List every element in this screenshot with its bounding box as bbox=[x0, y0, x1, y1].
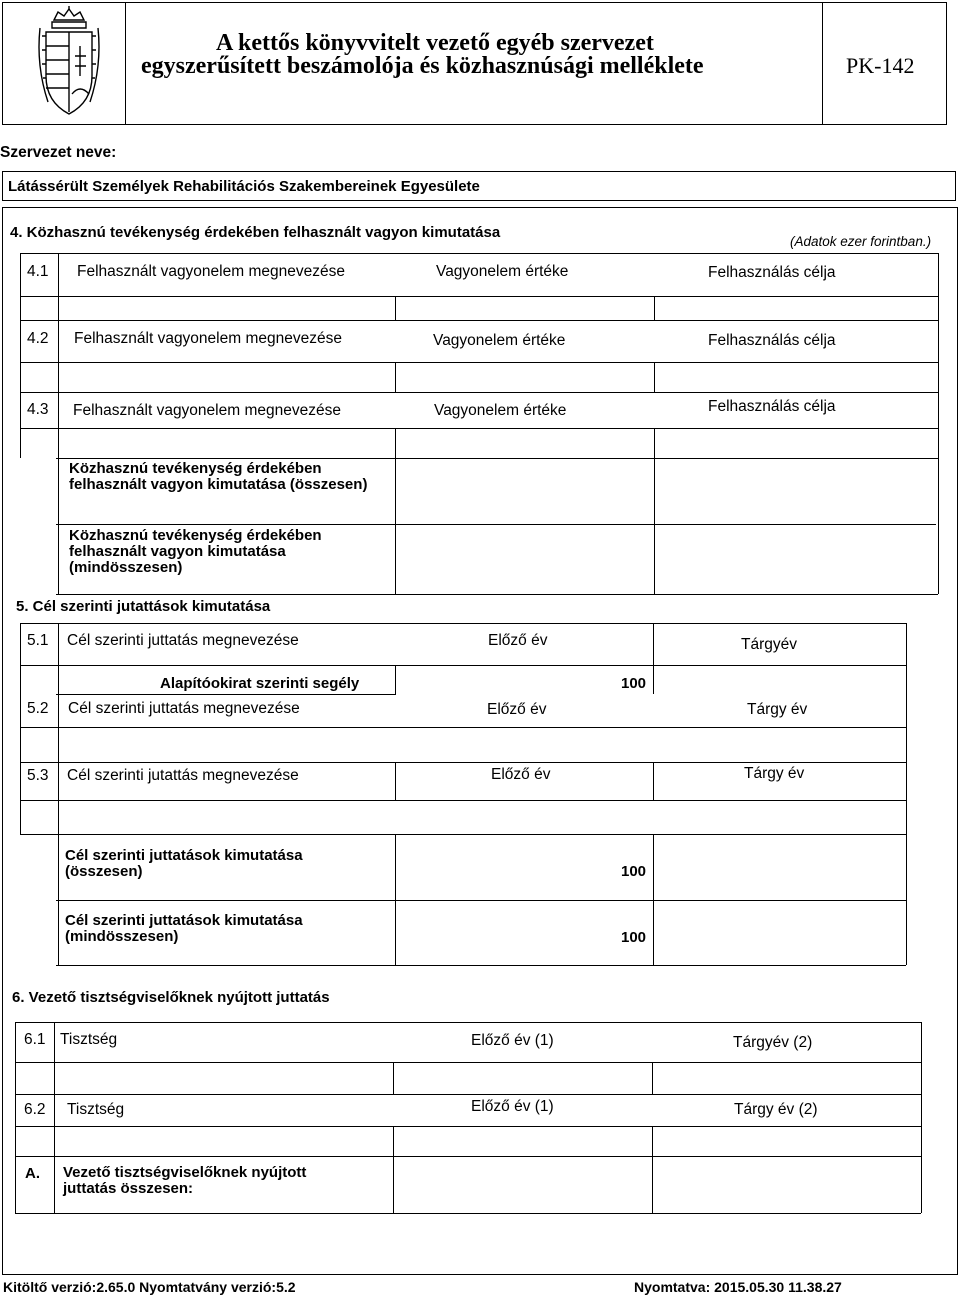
organization-label: Szervezet neve: bbox=[0, 144, 117, 161]
section5-grand-total-value[interactable]: 100 bbox=[621, 929, 647, 946]
benefit-entry-previous-value[interactable]: 100 bbox=[621, 675, 647, 692]
usage-purpose-header: Felhasználás célja bbox=[708, 332, 836, 349]
previous-year-header: Előző év bbox=[487, 701, 547, 718]
usage-purpose-header: Felhasználás célja bbox=[708, 264, 836, 281]
section6-total-number: A. bbox=[25, 1165, 40, 1182]
row-number: 6.2 bbox=[24, 1101, 46, 1118]
current-year-header: Tárgy év bbox=[744, 765, 805, 782]
row-number: 5.3 bbox=[27, 767, 49, 784]
section4-frame bbox=[2, 207, 957, 209]
asset-name-header: Felhasznált vagyonelem megnevezése bbox=[73, 402, 341, 419]
current-year-header: Tárgyév bbox=[741, 636, 797, 653]
previous-year-header: Előző év (1) bbox=[471, 1032, 554, 1049]
row-number: 5.1 bbox=[27, 632, 49, 649]
footer-printed: Nyomtatva: 2015.05.30 11.38.27 bbox=[634, 1279, 842, 1295]
coat-of-arms-icon bbox=[34, 6, 104, 118]
benefit-name-header: Cél szerinti juttatás megnevezése bbox=[67, 632, 299, 649]
row-number: 4.1 bbox=[27, 263, 49, 280]
asset-name-header: Felhasznált vagyonelem megnevezése bbox=[74, 330, 342, 347]
asset-name-header: Felhasznált vagyonelem megnevezése bbox=[77, 263, 345, 280]
section4-total-label: Közhasznú tevékenység érdekében felhasznált vagyon kimutatása (összesen) bbox=[69, 460, 368, 493]
section6-total-label: Vezető tisztségviselőknek nyújtott juttatás összesen: bbox=[63, 1164, 307, 1197]
current-year-header: Tárgy év bbox=[747, 701, 808, 718]
unit-note: (Adatok ezer forintban.) bbox=[790, 234, 932, 249]
position-header: Tisztség bbox=[60, 1031, 118, 1048]
previous-year-header: Előző év bbox=[488, 632, 548, 649]
section4-title: 4. Közhasznú tevékenység érdekében felhasznált vagyon kimutatása bbox=[10, 224, 501, 241]
benefit-name-header: Cél szerinti jutattás megnevezése bbox=[67, 767, 299, 784]
position-header: Tisztség bbox=[67, 1101, 125, 1118]
benefit-entry-name[interactable]: Alapítóokirat szerinti segély bbox=[160, 675, 360, 692]
previous-year-header: Előző év bbox=[491, 766, 551, 783]
benefit-name-header: Cél szerinti juttatás megnevezése bbox=[68, 700, 300, 717]
row-number: 6.1 bbox=[24, 1031, 46, 1048]
row-number: 5.2 bbox=[27, 700, 49, 717]
row-number: 4.3 bbox=[27, 401, 49, 418]
form-title-line2: egyszerűsített beszámolója és közhasznúsági melléklete bbox=[141, 53, 704, 79]
organization-name: Látássérült Személyek Rehabilitációs Szakembereinek Egyesülete bbox=[8, 178, 480, 195]
previous-year-header: Előző év (1) bbox=[471, 1098, 554, 1115]
asset-value-header: Vagyonelem értéke bbox=[434, 402, 567, 419]
section5-title: 5. Cél szerinti jutattások kimutatása bbox=[16, 598, 271, 615]
section5-total-label: Cél szerinti juttatások kimutatása (összesen) bbox=[65, 847, 303, 880]
usage-purpose-header: Felhasználás célja bbox=[708, 398, 836, 415]
section5-grand-total-label: Cél szerinti juttatások kimutatása (mindösszesen) bbox=[65, 912, 303, 945]
section4-grand-total-label: Közhasznú tevékenység érdekében felhasznált vagyon kimutatása (mindösszesen) bbox=[69, 527, 322, 576]
section6-title: 6. Vezető tisztségviselőknek nyújtott juttatás bbox=[12, 989, 330, 1006]
form-code: PK-142 bbox=[846, 53, 915, 78]
asset-value-header: Vagyonelem értéke bbox=[436, 263, 569, 280]
row-number: 4.2 bbox=[27, 330, 49, 347]
footer-version: Kitöltő verzió:2.65.0 Nyomtatvány verzió:5.2 bbox=[3, 1279, 296, 1295]
form-title-line1: A kettős könyvvitelt vezető egyéb szervezet bbox=[216, 30, 654, 56]
asset-value-header: Vagyonelem értéke bbox=[433, 332, 566, 349]
section5-total-value[interactable]: 100 bbox=[621, 863, 647, 880]
current-year-header: Tárgyév (2) bbox=[733, 1034, 813, 1051]
current-year-header: Tárgy év (2) bbox=[734, 1101, 818, 1118]
